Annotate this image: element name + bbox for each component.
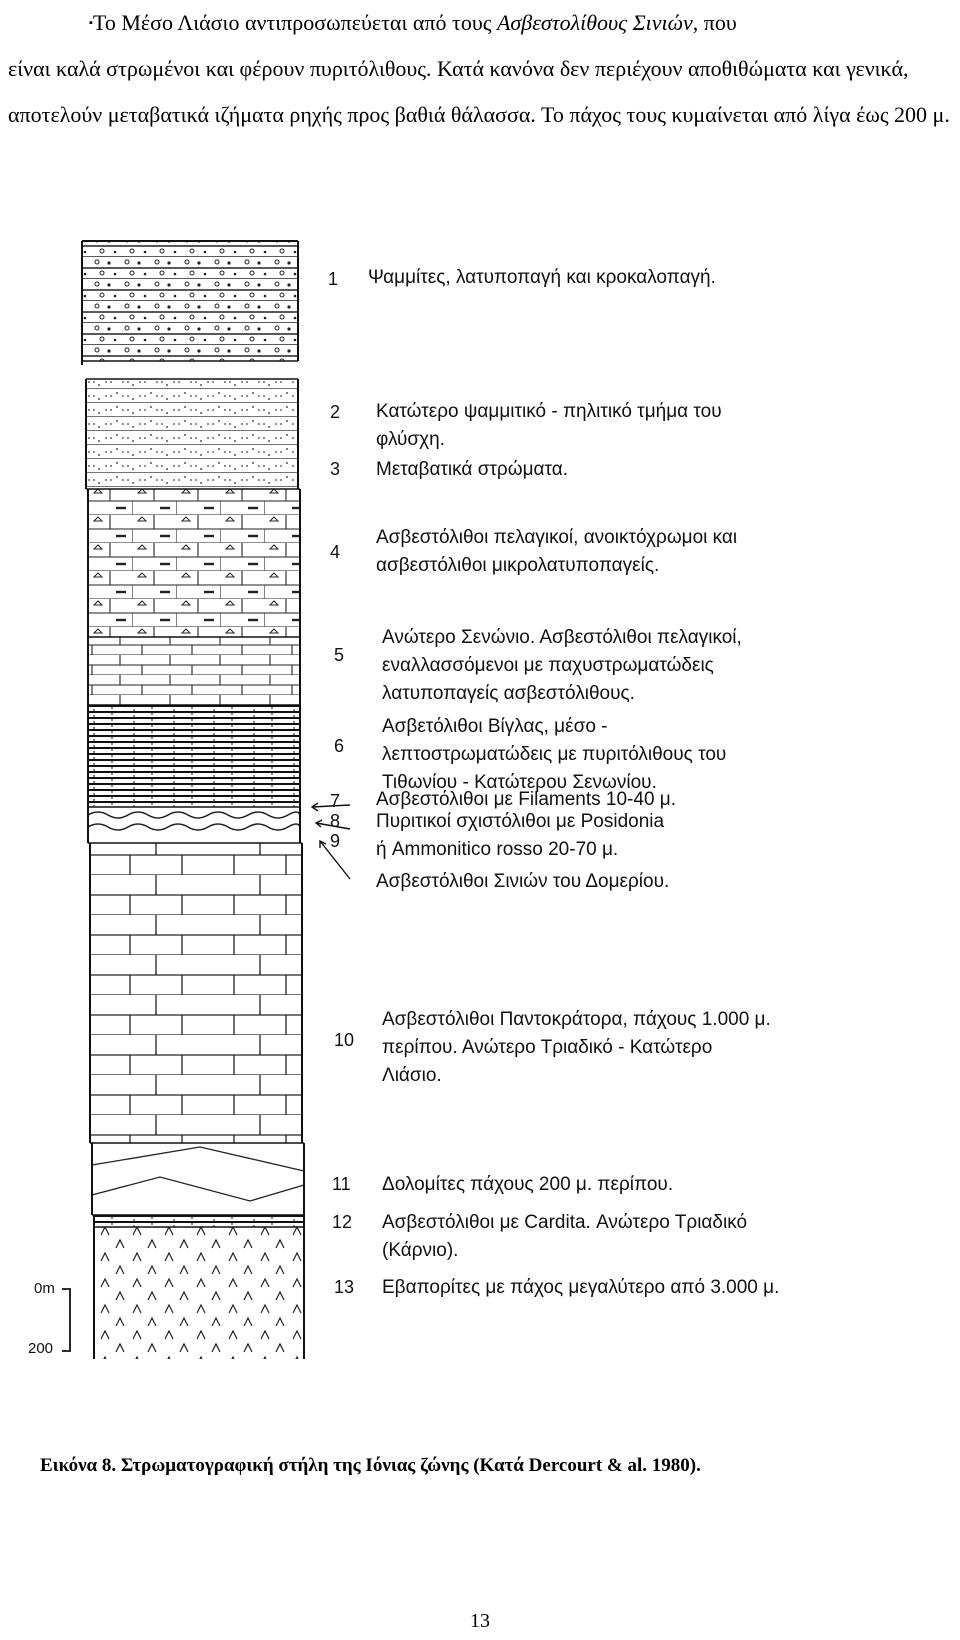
intro-text-b: , που (692, 10, 737, 35)
unit-4-number: 4 (330, 542, 341, 562)
unit-7-description-line: Ασβεστόλιθοι με Filaments 10-40 μ. (376, 789, 677, 810)
unit-6-description-line: Ασβετόλιθοι Βίγλας, μέσο - (382, 716, 608, 737)
unit-6-number: 6 (334, 736, 345, 756)
unit-10-pattern (90, 843, 302, 1143)
bullet-icon: ▪ (89, 17, 93, 29)
scale-bar (28, 1280, 70, 1357)
intro-text-a: Το Μέσο Λιάσιο αντιπροσωπεύεται από τους (92, 10, 497, 35)
unit-8-number: 8 (330, 811, 341, 831)
unit-10-description-line: Ασβεστόλιθοι Παντοκράτορα, πάχους 1.000 μ. (382, 1009, 771, 1030)
unit-2-number: 2 (330, 402, 341, 422)
unit-6-description-line: Τιθωνίου - Κατώτερου Σενωνίου. (382, 772, 657, 793)
unit-3-description-line: Μεταβατικά στρώματα. (376, 459, 568, 480)
unit-2-description-line: φλύσχη. (376, 429, 445, 450)
scale-label-top: 0m (34, 1280, 55, 1297)
unit-1-number: 1 (328, 269, 339, 289)
unit-5-pattern (88, 637, 300, 705)
unit-4-description-line: ασβεστόλιθοι μικρολατυποπαγείς. (376, 555, 660, 576)
unit-1-pattern (82, 241, 298, 361)
unit-6-description-line: λεπτοστρωματώδεις με πυριτόλιθους του (382, 744, 727, 765)
figure-caption: Εικόνα 8. Στρωματογραφική στήλη της Ιόνιας ζώνης (Κατά Dercourt & al. 1980). (40, 1455, 701, 1476)
unit-8-description-line: Πυριτικοί σχιστόλιθοι με Posidonia (376, 811, 665, 832)
unit-11-number: 11 (332, 1174, 351, 1194)
unit-11-description-line: Δολομίτες πάχους 200 μ. περίπου. (382, 1174, 674, 1195)
unit-5-description-line: Ανώτερο Σενώνιο. Ασβεστόλιθοι πελαγικοί, (382, 627, 742, 648)
unit-7-8-band (88, 807, 300, 843)
unit-5-description-line: λατυποπαγείς ασβεστόλιθους. (382, 683, 635, 704)
unit-7-number: 7 (330, 791, 341, 811)
unit-5-number: 5 (334, 645, 345, 665)
unit-13-number: 13 (334, 1277, 355, 1297)
unit-6-pattern (88, 705, 300, 807)
unit-10-number: 10 (334, 1030, 355, 1050)
unit-4-pattern (88, 489, 300, 637)
unit-4-description-line: Ασβεστόλιθοι πελαγικοί, ανοικτόχρωμοι και (376, 527, 738, 548)
unit-2-pattern (86, 379, 298, 489)
intro-first-line (8, 0, 952, 46)
unit-11-pattern (92, 1143, 304, 1215)
unit-12-description-line: Ασβεστόλιθοι με Cardita. Ανώτερο Τριαδικό (382, 1212, 748, 1233)
unit-10-description-line: Λιάσιο. (382, 1065, 442, 1086)
unit-2-description-line: Κατώτερο ψαμμιτικό - πηλιτικό τμήμα του (376, 401, 722, 422)
unit-12-number: 12 (332, 1212, 353, 1232)
unit-5-description-line: εναλλασσόμενοι με παχυστρωματώδεις (382, 655, 714, 676)
unit-10-description-line: περίπου. Ανώτερο Τριαδικό - Κατώτερο (382, 1037, 713, 1058)
unit-labels (328, 267, 779, 1298)
unit-1-description-line: Ψαμμίτες, λατυποπαγή και κροκαλοπαγή. (368, 267, 716, 288)
unit-13-pattern (94, 1227, 304, 1359)
unit-12-description-line: (Κάρνιο). (382, 1240, 459, 1261)
scale-label-bottom: 200 (28, 1340, 54, 1357)
unit-12-pattern (94, 1215, 304, 1227)
unit-13-description-line: Εβαπορίτες με πάχος μεγαλύτερο από 3.000 μ. (382, 1277, 780, 1298)
intro-italic-term: Ασβεστολίθους Σινιών (496, 10, 693, 35)
unit-9-number: 9 (330, 831, 341, 851)
unit-9-description-line: Ασβεστόλιθοι Σινιών του Δομερίου. (376, 871, 670, 892)
unit-8-description-line: ή Ammonitico rosso 20-70 μ. (376, 839, 619, 860)
stratigraphic-column-figure (0, 235, 960, 1445)
intro-paragraph (8, 0, 952, 138)
unit-3-number: 3 (330, 459, 341, 479)
intro-text-c: είναι καλά στρωμένοι και φέρουν πυριτόλιθους. Κατά κανόνα δεν περιέχουν αποθιθώματα και γενικά, αποτελούν μεταβατικά ιζήματα ρηχής προς βαθιά θάλασσα. Το πάχος τους κυμαίνεται από λίγα έως 200 μ. (8, 56, 950, 127)
column-units (82, 241, 304, 1359)
scale-line (62, 1289, 70, 1351)
page-number: 13 (470, 1610, 490, 1632)
